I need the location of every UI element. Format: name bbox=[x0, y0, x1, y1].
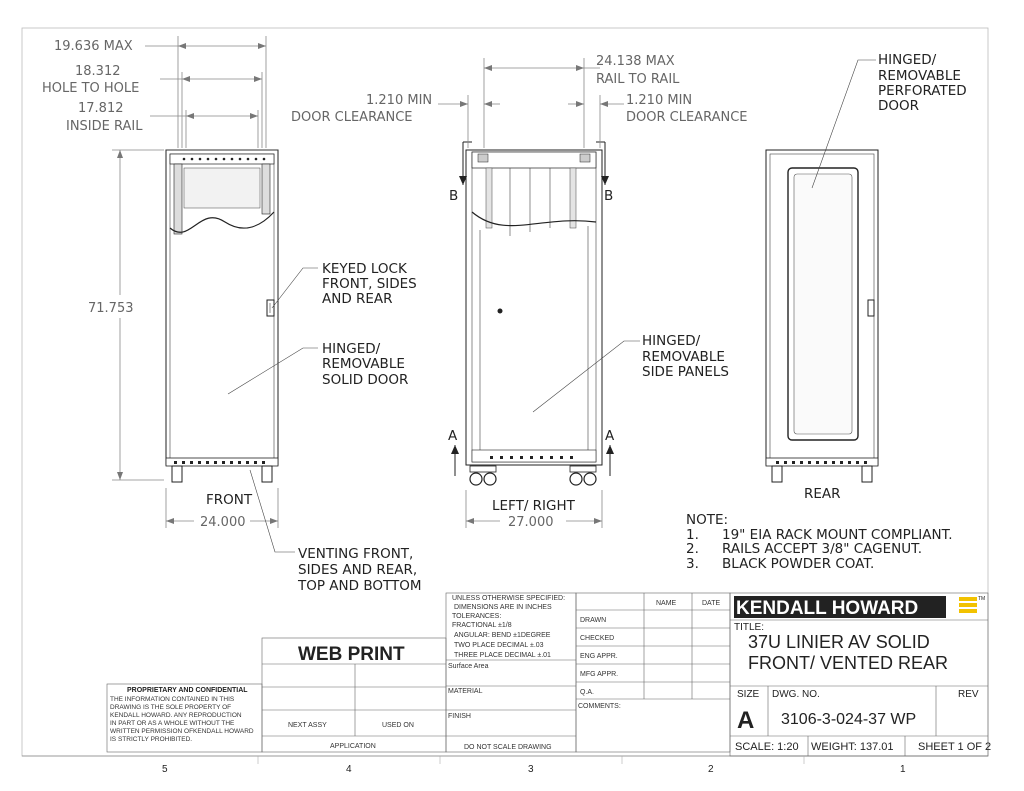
label-section-a-right: A bbox=[605, 428, 615, 444]
front-lock bbox=[267, 300, 274, 316]
side-panel-leader bbox=[533, 341, 640, 412]
callout-solid-door-3: SOLID DOOR bbox=[322, 372, 409, 388]
title-line-2: FRONT/ VENTED REAR bbox=[748, 653, 949, 673]
dim-hole-to-hole-value: 18.312 bbox=[75, 64, 121, 79]
proprietary-line-5: WRITTEN PERMISSION OFKENDALL HOWARD bbox=[110, 728, 254, 735]
callout-solid-door-2: REMOVABLE bbox=[322, 356, 405, 372]
note-3-text: BLACK POWDER COAT. bbox=[722, 556, 875, 572]
callout-keyed-lock-3: AND REAR bbox=[322, 291, 393, 307]
proprietary-line-6: IS STRICTLY PROHIBITED. bbox=[110, 736, 193, 743]
cutaway-curve bbox=[170, 212, 274, 232]
application: APPLICATION bbox=[330, 743, 376, 750]
trademark: TM bbox=[978, 596, 986, 602]
note-2-num: 2. bbox=[686, 541, 699, 557]
callout-venting-1: VENTING FRONT, bbox=[298, 546, 414, 562]
callout-solid-door-1: HINGED/ bbox=[322, 341, 381, 357]
row-mfg-appr: MFG APPR. bbox=[580, 671, 619, 678]
date-col: DATE bbox=[702, 600, 721, 607]
spec-line-6: TWO PLACE DECIMAL ±.03 bbox=[454, 642, 544, 649]
scale: SCALE: 1:20 bbox=[735, 741, 799, 753]
dim-rail-to-rail-label: RAIL TO RAIL bbox=[596, 72, 680, 87]
zone-4: 4 bbox=[346, 764, 352, 775]
size-label: SIZE bbox=[737, 689, 760, 700]
dim-door-clearance-left-label: DOOR CLEARANCE bbox=[291, 110, 413, 125]
proprietary-title: PROPRIETARY AND CONFIDENTIAL bbox=[127, 687, 248, 694]
notes-header: NOTE: bbox=[686, 512, 729, 528]
title-label: TITLE: bbox=[734, 622, 765, 633]
web-print: WEB PRINT bbox=[298, 644, 405, 665]
rev-label: REV bbox=[958, 689, 979, 700]
row-checked: CHECKED bbox=[580, 635, 615, 642]
front-dimensions bbox=[112, 36, 278, 528]
callout-perforated-door-4: DOOR bbox=[878, 98, 920, 114]
zone-2: 2 bbox=[708, 764, 714, 775]
proprietary-line-4: IN PART OR AS A WHOLE WITHOUT THE bbox=[110, 720, 235, 727]
next-assy: NEXT ASSY bbox=[288, 722, 327, 729]
dim-inside-rail-label: INSIDE RAIL bbox=[66, 119, 143, 134]
sheet: SHEET 1 OF 2 bbox=[918, 741, 992, 753]
size-value: A bbox=[737, 707, 755, 734]
callout-side-panels-1: HINGED/ bbox=[642, 333, 701, 349]
row-drawn: DRAWN bbox=[580, 617, 607, 624]
rear-view bbox=[766, 150, 878, 482]
zone-3: 3 bbox=[528, 764, 534, 775]
spec-line-3: TOLERANCES: bbox=[452, 613, 502, 620]
finish: FINISH bbox=[448, 713, 471, 720]
company-logo-stripes bbox=[959, 597, 977, 613]
label-rear: REAR bbox=[804, 486, 841, 502]
dim-door-clearance-right-value: 1.210 MIN bbox=[626, 93, 693, 108]
row-qa: Q.A. bbox=[580, 689, 595, 696]
dim-rail-to-rail-value: 24.138 MAX bbox=[596, 54, 675, 69]
callout-venting-3: TOP AND BOTTOM bbox=[298, 578, 422, 594]
label-front: FRONT bbox=[206, 492, 253, 508]
surface-area: Surface Area bbox=[448, 663, 489, 670]
callout-venting-2: SIDES AND REAR, bbox=[298, 562, 418, 578]
spec-line-4: FRACTIONAL ±1/8 bbox=[452, 622, 512, 629]
dim-door-clearance-right-label: DOOR CLEARANCE bbox=[626, 110, 748, 125]
callout-side-panels-3: SIDE PANELS bbox=[642, 364, 729, 380]
front-view bbox=[166, 150, 278, 482]
proprietary-line-3: KENDALL HOWARD. ANY REPRODUCTION bbox=[110, 712, 242, 719]
spec-line-7: THREE PLACE DECIMAL ±.01 bbox=[454, 652, 551, 659]
callout-keyed-lock-1: KEYED LOCK bbox=[322, 261, 407, 277]
dim-front-width: 24.000 bbox=[200, 515, 246, 530]
comments: COMMENTS: bbox=[578, 703, 621, 710]
label-left-right: LEFT/ RIGHT bbox=[492, 498, 575, 514]
dim-door-clearance-left-value: 1.210 MIN bbox=[366, 93, 433, 108]
dwg-no-label: DWG. NO. bbox=[772, 689, 820, 700]
company-name: KENDALL HOWARD bbox=[736, 598, 919, 619]
callout-keyed-lock-2: FRONT, SIDES bbox=[322, 276, 417, 292]
dim-hole-to-hole-label: HOLE TO HOLE bbox=[42, 81, 140, 96]
label-section-a-left: A bbox=[448, 428, 458, 444]
label-section-b-right: B bbox=[604, 188, 614, 204]
proprietary-line-1: THE INFORMATION CONTAINED IN THIS bbox=[110, 696, 235, 703]
title-line-1: 37U LINIER AV SOLID bbox=[748, 632, 930, 652]
dim-side-width: 27.000 bbox=[508, 515, 554, 530]
side-view bbox=[466, 150, 602, 485]
spec-line-1: UNLESS OTHERWISE SPECIFIED: bbox=[452, 595, 566, 602]
weight: WEIGHT: 137.01 bbox=[811, 741, 894, 753]
note-3-num: 3. bbox=[686, 556, 699, 572]
name-col: NAME bbox=[656, 600, 677, 607]
material: MATERIAL bbox=[448, 688, 483, 695]
section-markers bbox=[451, 142, 614, 476]
zone-ticks bbox=[258, 756, 804, 764]
spec-line-5: ANGULAR: BEND ±1DEGREE bbox=[454, 632, 551, 639]
do-not-scale: DO NOT SCALE DRAWING bbox=[464, 744, 552, 751]
dwg-no-value: 3106-3-024-37 WP bbox=[781, 711, 917, 728]
note-2-text: RAILS ACCEPT 3/8" CAGENUT. bbox=[722, 541, 923, 557]
callout-side-panels-2: REMOVABLE bbox=[642, 349, 725, 365]
dim-height: 71.753 bbox=[88, 301, 134, 316]
callout-perforated-door-3: PERFORATED bbox=[878, 83, 967, 99]
callout-perforated-door-1: HINGED/ bbox=[878, 52, 937, 68]
row-eng-appr: ENG APPR. bbox=[580, 653, 618, 660]
zone-5: 5 bbox=[162, 764, 168, 775]
label-section-b-left: B bbox=[449, 188, 459, 204]
callout-perforated-door-2: REMOVABLE bbox=[878, 68, 961, 84]
used-on: USED ON bbox=[382, 722, 414, 729]
proprietary-line-2: DRAWING IS THE SOLE PROPERTY OF bbox=[110, 704, 232, 711]
dim-max-width: 19.636 MAX bbox=[54, 39, 133, 54]
zone-1: 1 bbox=[900, 764, 906, 775]
dim-inside-rail-value: 17.812 bbox=[78, 101, 124, 116]
note-1-text: 19" EIA RACK MOUNT COMPLIANT. bbox=[722, 527, 953, 543]
spec-line-2: DIMENSIONS ARE IN INCHES bbox=[454, 604, 552, 611]
note-1-num: 1. bbox=[686, 527, 699, 543]
rear-lock bbox=[868, 300, 874, 316]
